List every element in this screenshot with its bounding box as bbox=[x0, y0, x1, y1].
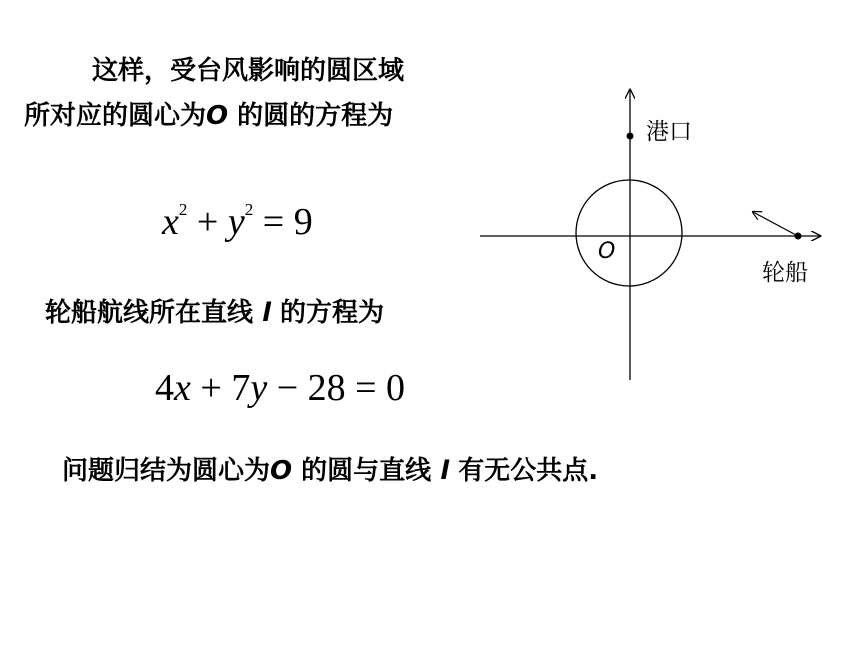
leq-rest: − 28 = 0 bbox=[276, 367, 406, 409]
intro-line-1 bbox=[92, 55, 404, 87]
ship-direction-arrow bbox=[753, 212, 796, 235]
circle-equation bbox=[162, 200, 313, 244]
intro-text-2a: 所对应的圆心为 bbox=[24, 101, 207, 131]
eq-y: y bbox=[227, 201, 245, 243]
origin-label: O bbox=[598, 239, 616, 264]
ship-label: 轮船 bbox=[762, 260, 808, 286]
typhoon-circle bbox=[576, 180, 682, 286]
intro-text-2b: 的圆的方程为 bbox=[228, 101, 394, 131]
typhoon-diagram bbox=[470, 80, 830, 390]
intro-line-2 bbox=[24, 100, 393, 132]
center-symbol: O bbox=[206, 101, 229, 131]
line-equation bbox=[155, 366, 405, 410]
eq-plus: + bbox=[196, 201, 219, 243]
route-text-a: 轮船航线所在直线 bbox=[45, 298, 263, 328]
leq-b: 7 bbox=[231, 367, 251, 409]
intro-text-1: 这样，受台风影响的圆区域 bbox=[92, 56, 405, 86]
leq-op1: + bbox=[200, 367, 222, 409]
leq-a: 4 bbox=[155, 367, 174, 409]
line-symbol: l bbox=[262, 298, 271, 328]
route-line bbox=[45, 297, 384, 329]
eq-exp-2: 2 bbox=[244, 200, 254, 220]
conclusion-line bbox=[62, 455, 598, 487]
leq-x: x bbox=[174, 367, 191, 409]
conclusion-a: 问题归结为圆心为 bbox=[62, 456, 271, 486]
conclusion-center: O bbox=[270, 456, 293, 486]
port-label: 港口 bbox=[646, 119, 692, 145]
conclusion-c: 有无公共点. bbox=[449, 456, 599, 486]
route-text-b: 的方程为 bbox=[270, 298, 385, 328]
port-point bbox=[627, 133, 634, 140]
eq-x: x bbox=[162, 201, 179, 243]
eq-exp-1: 2 bbox=[178, 200, 188, 220]
leq-y: y bbox=[250, 367, 268, 409]
conclusion-b: 的圆与直线 bbox=[292, 456, 441, 486]
ship-point bbox=[795, 233, 802, 240]
eq-rhs: = 9 bbox=[262, 201, 313, 243]
conclusion-line-symbol: l bbox=[440, 456, 450, 486]
